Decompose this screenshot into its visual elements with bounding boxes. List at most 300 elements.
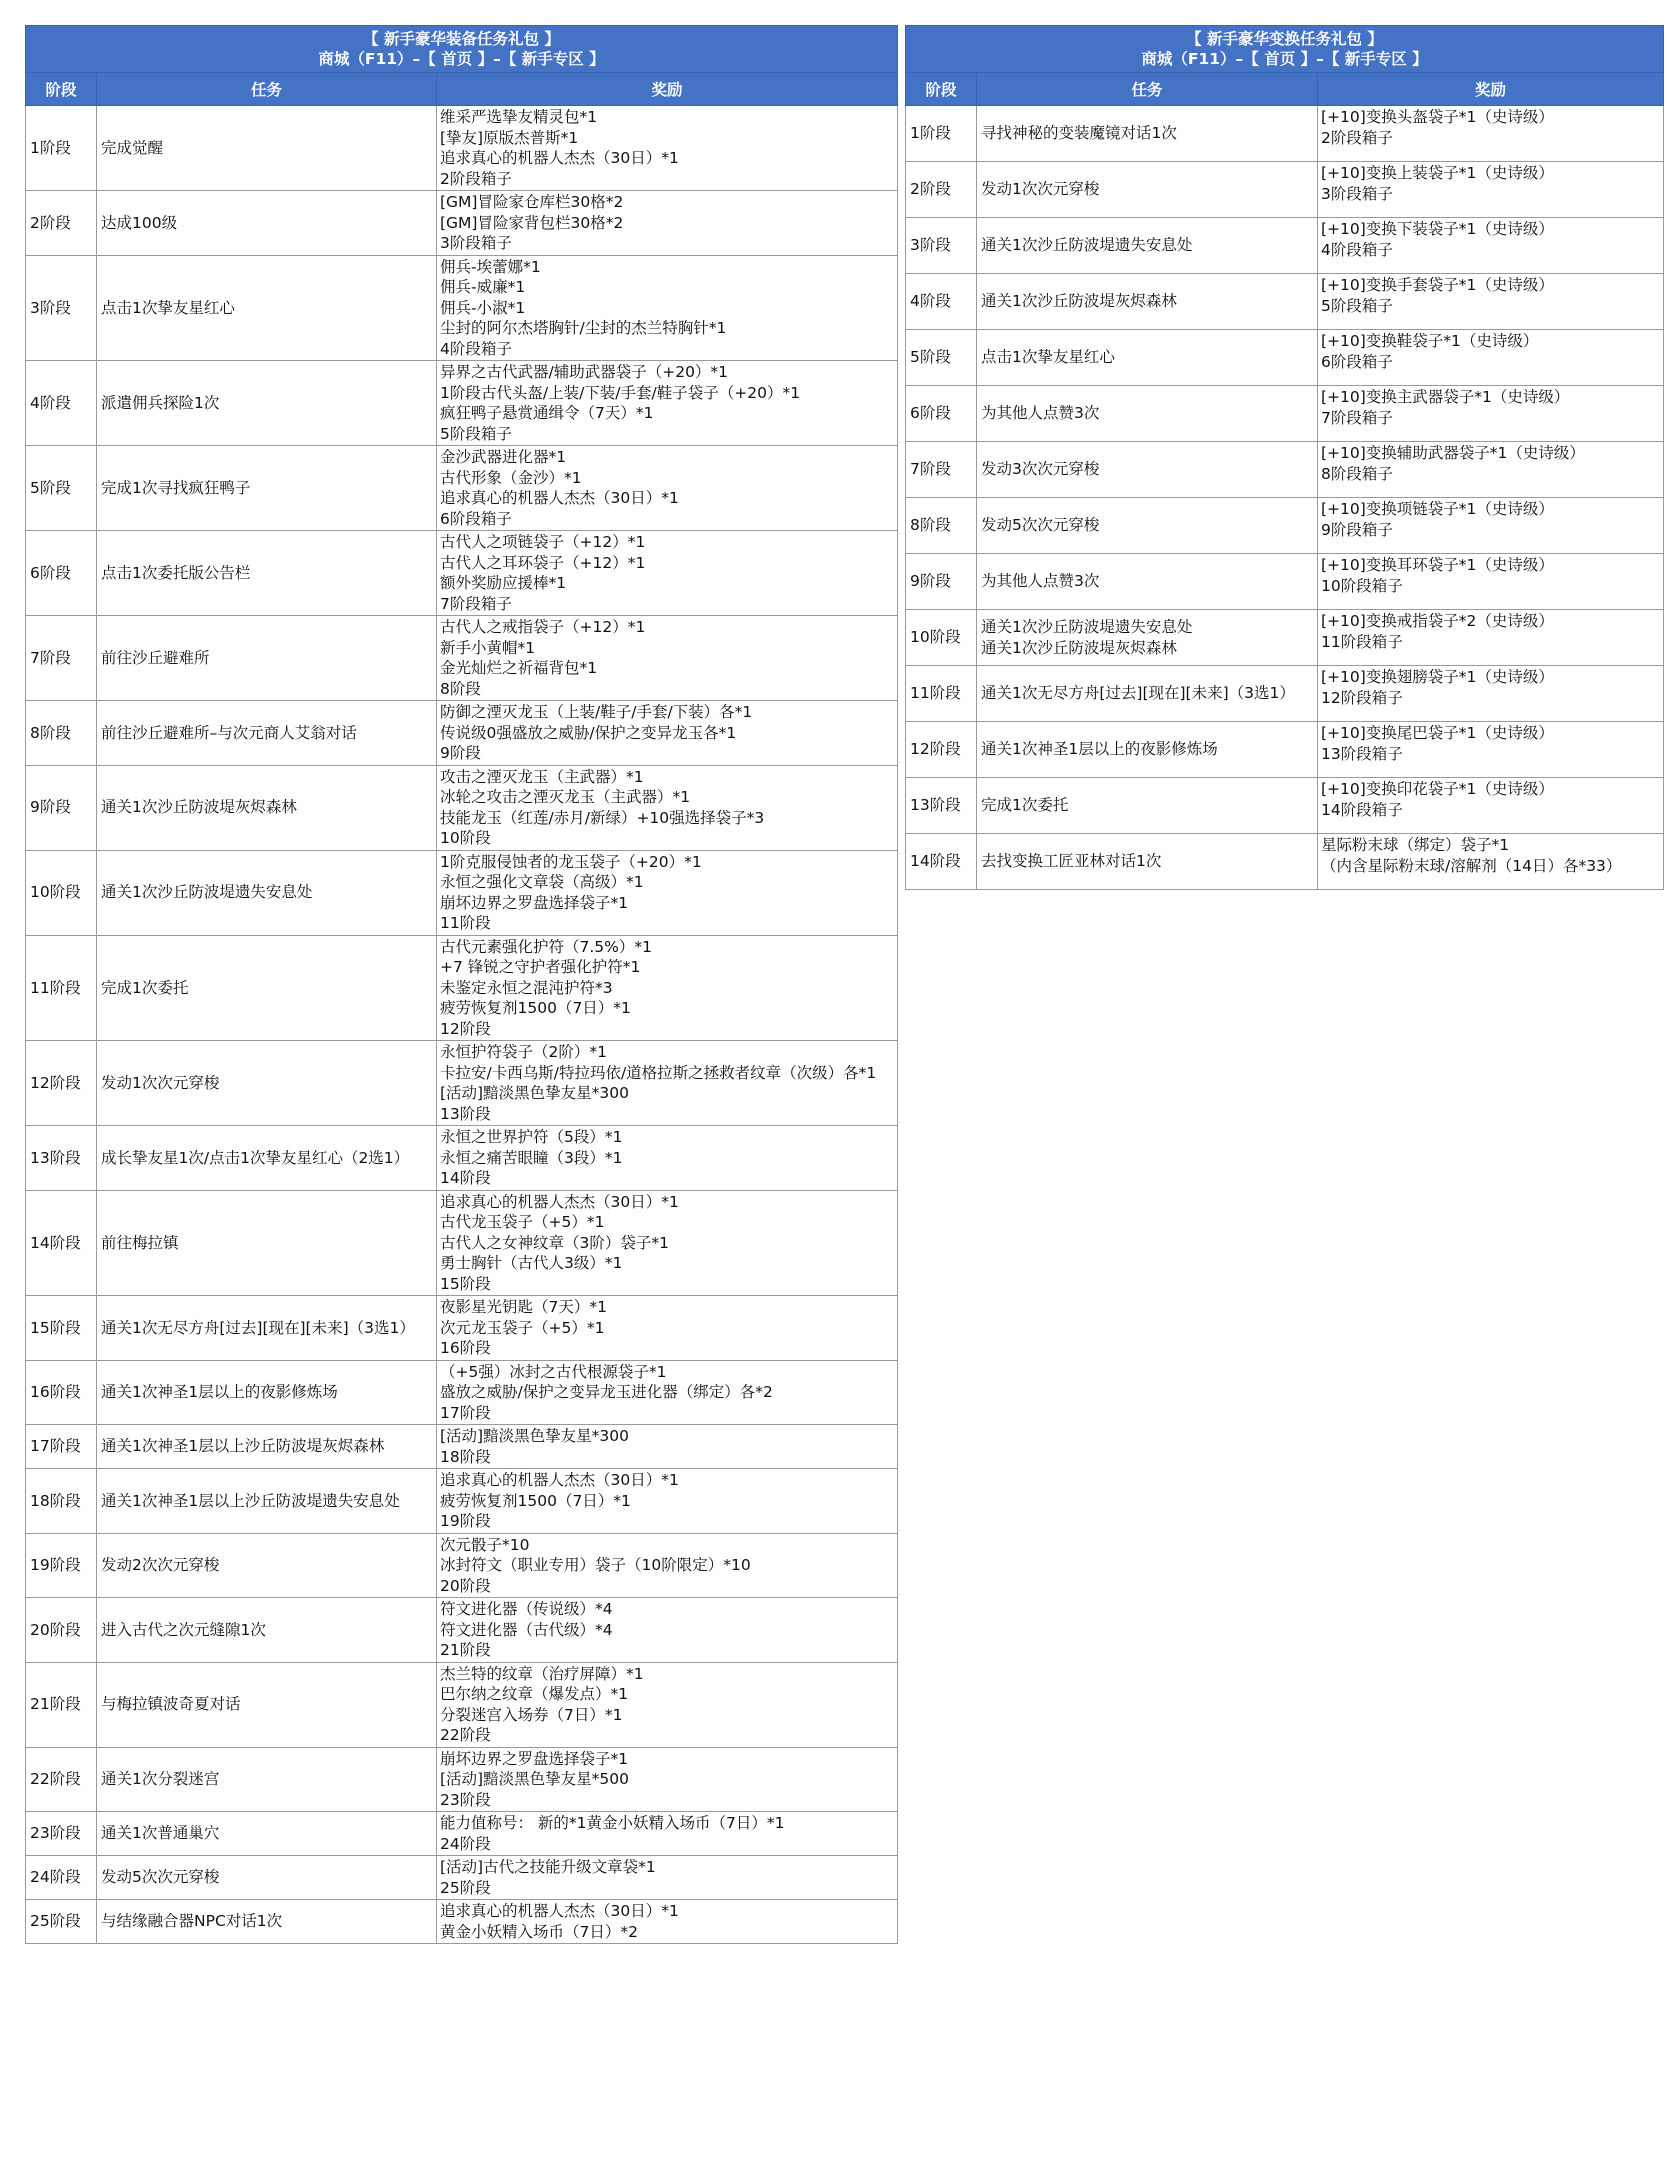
task-cell: 通关1次无尽方舟[过去][现在][未来]（3选1） (97, 1296, 437, 1361)
reward-line: 5阶段箱子 (1321, 296, 1393, 315)
table-row (906, 610, 1664, 666)
reward-line: 永恒之痛苦眼瞳（3段）*1 (440, 1148, 623, 1167)
reward-line: （+5强）冰封之古代根源袋子*1 (440, 1362, 667, 1381)
reward-line: 11阶段 (440, 914, 491, 932)
table-row (26, 1856, 898, 1900)
stage-cell: 16阶段 (26, 1360, 97, 1425)
task-cell (977, 218, 1318, 274)
task-line: 完成1次委托 (981, 796, 1069, 815)
task-cell (977, 834, 1318, 890)
reward-cell (437, 255, 898, 361)
stage-cell: 7阶段 (26, 616, 97, 701)
reward-line: [+10]变换手套袋子*1（史诗级） (1321, 276, 1554, 294)
task-cell: 成长挚友星1次/点击1次挚友星红心（2选1） (97, 1126, 437, 1191)
reward-line: 6阶段箱子 (1321, 352, 1393, 371)
column-header-task: 任务 (977, 73, 1318, 106)
reward-line: 13阶段箱子 (1321, 744, 1403, 763)
reward-cell (1318, 666, 1664, 722)
reward-line: 疲劳恢复剂1500（7日）*1 (440, 1491, 631, 1510)
reward-line: [+10]变换耳环袋子*1（史诗级） (1321, 556, 1554, 574)
reward-line: [+10]变换尾巴袋子*1（史诗级） (1321, 724, 1554, 742)
table-row (906, 330, 1664, 386)
task-line: 通关1次沙丘防波堤遗失安息处 (981, 236, 1193, 255)
reward-cell (1318, 218, 1664, 274)
table-title: 【 新手豪华装备任务礼包 】 (363, 30, 560, 48)
table-row (26, 1598, 898, 1663)
reward-line: 次元龙玉袋子（+5）*1 (440, 1318, 605, 1337)
task-cell: 完成1次寻找疯狂鸭子 (97, 446, 437, 531)
task-line: 发动1次次元穿梭 (981, 180, 1100, 199)
table-row (26, 1662, 898, 1747)
task-line: 通关1次神圣1层以上的夜影修炼场 (981, 740, 1218, 759)
reward-line: 杰兰特的纹章（治疗屏障）*1 (440, 1664, 644, 1683)
reward-cell (437, 106, 898, 191)
task-cell (977, 162, 1318, 218)
task-line: 发动3次次元穿梭 (981, 460, 1100, 479)
table-row (26, 106, 898, 191)
reward-line: （内含星际粉末球/溶解剂（14日）各*33） (1321, 856, 1622, 875)
table-row (26, 1126, 898, 1191)
task-cell: 点击1次挚友星红心 (97, 255, 437, 361)
table-row (906, 442, 1664, 498)
reward-line: 24阶段 (440, 1834, 491, 1853)
reward-line: 额外奖励应援棒*1 (440, 574, 567, 592)
task-cell: 通关1次普通巢穴 (97, 1812, 437, 1856)
reward-cell (1318, 722, 1664, 778)
reward-cell (437, 1041, 898, 1126)
table-row (906, 722, 1664, 778)
reward-line: 18阶段 (440, 1447, 491, 1466)
table-subtitle: 商城（F11）–【 首页 】–【 新手专区 】 (1141, 50, 1428, 68)
task-line: 发动5次次元穿梭 (981, 516, 1100, 535)
reward-line: [活动]黯淡黑色挚友星*500 (440, 1770, 629, 1788)
reward-line: 23阶段 (440, 1790, 491, 1809)
reward-line: [+10]变换主武器袋子*1（史诗级） (1321, 388, 1570, 406)
reward-line: [挚友]原版杰普斯*1 (440, 128, 579, 147)
column-header-stage: 阶段 (26, 73, 97, 106)
reward-line: 能力值称号： 新的*1黄金小妖精入场币（7日）*1 (440, 1814, 785, 1832)
reward-line: 尘封的阿尔杰塔胸针/尘封的杰兰特胸针*1 (440, 319, 727, 337)
reward-cell (437, 1126, 898, 1191)
reward-line: 10阶段箱子 (1321, 576, 1403, 595)
table-row (26, 255, 898, 361)
reward-line: 古代人之耳环袋子（+12）*1 (440, 553, 646, 572)
reward-line: 卡拉安/卡西乌斯/特拉玛依/道格拉斯之拯救者纹章（次级）各*1 (440, 1063, 877, 1082)
table-row (26, 1041, 898, 1126)
table-row (906, 666, 1664, 722)
table-row (906, 162, 1664, 218)
column-header-reward: 奖励 (1318, 73, 1664, 106)
task-cell: 通关1次神圣1层以上的夜影修炼场 (97, 1360, 437, 1425)
reward-cell (437, 935, 898, 1041)
reward-line: [+10]变换翅膀袋子*1（史诗级） (1321, 668, 1554, 686)
reward-line: [GM]冒险家仓库栏30格*2 (440, 193, 624, 211)
table-row (906, 778, 1664, 834)
table-row (26, 765, 898, 850)
reward-line: 古代龙玉袋子（+5）*1 (440, 1213, 605, 1231)
task-cell: 与梅拉镇波奇夏对话 (97, 1662, 437, 1747)
task-cell: 发动1次次元穿梭 (97, 1041, 437, 1126)
reward-cell (1318, 554, 1664, 610)
task-cell: 与结缘融合器NPC对话1次 (97, 1900, 437, 1944)
reward-cell (1318, 610, 1664, 666)
task-cell: 完成觉醒 (97, 106, 437, 191)
stage-cell: 11阶段 (26, 935, 97, 1041)
transform-mission-table (905, 25, 1664, 890)
reward-line: 符文进化器（古代级）*4 (440, 1620, 613, 1639)
reward-line: [+10]变换辅助武器袋子*1（史诗级） (1321, 444, 1585, 462)
reward-cell (437, 1190, 898, 1296)
task-line: 寻找神秘的变装魔镜对话1次 (981, 124, 1177, 143)
task-cell (977, 666, 1318, 722)
task-cell (977, 106, 1318, 162)
reward-line: [+10]变换鞋袋子*1（史诗级） (1321, 332, 1539, 350)
table-row (26, 446, 898, 531)
column-header-stage: 阶段 (906, 73, 977, 106)
reward-cell (1318, 330, 1664, 386)
reward-line: 未鉴定永恒之混沌护符*3 (440, 978, 613, 997)
table-row (26, 616, 898, 701)
reward-line: 16阶段 (440, 1339, 491, 1357)
task-cell: 前往沙丘避难所–与次元商人艾翁对话 (97, 701, 437, 766)
reward-cell (437, 1425, 898, 1469)
reward-line: 2阶段箱子 (440, 169, 512, 188)
table-row (26, 1296, 898, 1361)
reward-line: 佣兵-威廉*1 (440, 278, 526, 296)
task-line: 为其他人点赞3次 (981, 572, 1100, 591)
table-row (26, 1533, 898, 1598)
reward-line: 11阶段箱子 (1321, 632, 1403, 651)
stage-cell: 13阶段 (906, 778, 977, 834)
task-cell: 发动5次次元穿梭 (97, 1856, 437, 1900)
table-row (906, 106, 1664, 162)
reward-line: 7阶段箱子 (1321, 408, 1393, 427)
reward-line: 巴尔纳之纹章（爆发点）*1 (440, 1685, 629, 1703)
table-row (26, 191, 898, 256)
table-subtitle: 商城（F11）–【 首页 】–【 新手专区 】 (318, 50, 605, 68)
reward-cell (1318, 162, 1664, 218)
stage-cell: 3阶段 (906, 218, 977, 274)
reward-line: 14阶段 (440, 1169, 491, 1187)
stage-cell: 25阶段 (26, 1900, 97, 1944)
stage-cell: 8阶段 (26, 701, 97, 766)
table-row (906, 498, 1664, 554)
stage-cell: 22阶段 (26, 1747, 97, 1812)
table-title: 【 新手豪华变换任务礼包 】 (1186, 30, 1383, 48)
reward-cell (437, 1360, 898, 1425)
reward-cell (437, 765, 898, 850)
stage-cell: 6阶段 (906, 386, 977, 442)
task-cell (977, 386, 1318, 442)
reward-cell (437, 1469, 898, 1534)
reward-line: 攻击之湮灭龙玉（主武器）*1 (440, 767, 644, 786)
reward-line: 10阶段 (440, 829, 491, 847)
table-row (26, 850, 898, 935)
stage-cell: 14阶段 (26, 1190, 97, 1296)
reward-line: 古代人之戒指袋子（+12）*1 (440, 618, 646, 636)
stage-cell: 15阶段 (26, 1296, 97, 1361)
stage-cell: 1阶段 (906, 106, 977, 162)
reward-cell (437, 850, 898, 935)
stage-cell: 21阶段 (26, 1662, 97, 1747)
reward-line: 20阶段 (440, 1576, 491, 1595)
reward-line: [活动]黯淡黑色挚友星*300 (440, 1084, 629, 1102)
reward-line: 追求真心的机器人杰杰（30日）*1 (440, 1192, 679, 1211)
stage-cell: 1阶段 (26, 106, 97, 191)
reward-line: 永恒之强化文章袋（高级）*1 (440, 873, 644, 891)
reward-line: 古代人之项链袋子（+12）*1 (440, 533, 646, 551)
stage-cell: 23阶段 (26, 1812, 97, 1856)
reward-cell (437, 1662, 898, 1747)
stage-cell: 24阶段 (26, 1856, 97, 1900)
reward-line: 8阶段箱子 (1321, 464, 1393, 483)
reward-cell (437, 1747, 898, 1812)
reward-cell (437, 1598, 898, 1663)
task-cell (977, 610, 1318, 666)
table-row (26, 1425, 898, 1469)
column-header-task: 任务 (97, 73, 437, 106)
stage-cell: 4阶段 (26, 361, 97, 446)
reward-line: 冰轮之攻击之湮灭龙玉（主武器）*1 (440, 788, 691, 806)
reward-line: [+10]变换头盔袋子*1（史诗级） (1321, 108, 1554, 126)
reward-line: 疲劳恢复剂1500（7日）*1 (440, 999, 631, 1017)
task-cell: 进入古代之次元缝隙1次 (97, 1598, 437, 1663)
equipment-table-body (26, 106, 898, 1944)
task-line: 通关1次沙丘防波堤灰烬森林 (981, 292, 1177, 311)
reward-line: 9阶段 (440, 744, 481, 762)
task-line: 通关1次沙丘防波堤灰烬森林 (981, 638, 1177, 657)
stage-cell: 14阶段 (906, 834, 977, 890)
reward-line: [+10]变换项链袋子*1（史诗级） (1321, 500, 1554, 518)
reward-line: [活动]古代之技能升级文章袋*1 (440, 1858, 656, 1876)
reward-cell (437, 531, 898, 616)
task-cell: 前往沙丘避难所 (97, 616, 437, 701)
task-cell: 前往梅拉镇 (97, 1190, 437, 1296)
reward-line: 8阶段 (440, 679, 481, 698)
reward-line: 12阶段 (440, 1019, 491, 1038)
table-row (26, 701, 898, 766)
task-cell (977, 778, 1318, 834)
table-row (906, 274, 1664, 330)
task-line: 为其他人点赞3次 (981, 404, 1100, 423)
reward-line: 金光灿烂之祈福背包*1 (440, 659, 598, 677)
stage-cell: 3阶段 (26, 255, 97, 361)
table-row (26, 935, 898, 1041)
table-row (26, 1900, 898, 1944)
stage-cell: 5阶段 (906, 330, 977, 386)
reward-line: 冰封符文（职业专用）袋子（10阶限定）*10 (440, 1556, 751, 1574)
task-cell: 派遣佣兵探险1次 (97, 361, 437, 446)
stage-cell: 2阶段 (906, 162, 977, 218)
stage-cell: 13阶段 (26, 1126, 97, 1191)
task-line: 点击1次挚友星红心 (981, 348, 1115, 367)
reward-line: 技能龙玉（红莲/赤月/新绿）+10强选择袋子*3 (440, 808, 765, 827)
stage-cell: 20阶段 (26, 1598, 97, 1663)
stage-cell: 10阶段 (906, 610, 977, 666)
task-cell (977, 330, 1318, 386)
reward-line: 金沙武器进化器*1 (440, 448, 567, 466)
table-row (26, 361, 898, 446)
reward-line: 21阶段 (440, 1641, 491, 1659)
task-cell (977, 274, 1318, 330)
reward-line: 追求真心的机器人杰杰（30日）*1 (440, 149, 679, 167)
reward-line: 疯狂鸭子悬赏通缉令（7天）*1 (440, 404, 654, 422)
reward-line: 防御之湮灭龙玉（上装/鞋子/手套/下装）各*1 (440, 703, 753, 721)
reward-line: 3阶段箱子 (440, 234, 512, 252)
reward-line: 7阶段箱子 (440, 594, 512, 613)
reward-line: 14阶段箱子 (1321, 800, 1403, 819)
task-cell (977, 498, 1318, 554)
task-cell: 发动2次次元穿梭 (97, 1533, 437, 1598)
task-line: 通关1次无尽方舟[过去][现在][未来]（3选1） (981, 684, 1295, 703)
stage-cell: 11阶段 (906, 666, 977, 722)
table-row (906, 386, 1664, 442)
reward-line: 古代形象（金沙）*1 (440, 468, 582, 487)
reward-line: 永恒护符袋子（2阶）*1 (440, 1043, 607, 1061)
table-row (26, 531, 898, 616)
task-cell: 通关1次神圣1层以上沙丘防波堤灰烬森林 (97, 1425, 437, 1469)
stage-cell: 2阶段 (26, 191, 97, 256)
equipment-mission-table (25, 25, 898, 1944)
stage-cell: 18阶段 (26, 1469, 97, 1534)
stage-cell: 8阶段 (906, 498, 977, 554)
reward-line: [+10]变换下装袋子*1（史诗级） (1321, 220, 1554, 238)
reward-cell (437, 616, 898, 701)
task-cell (977, 722, 1318, 778)
table-row (906, 218, 1664, 274)
reward-line: 黄金小妖精入场币（7日）*2 (440, 1922, 638, 1941)
reward-line: 古代元素强化护符（7.5%）*1 (440, 937, 652, 956)
reward-line: 崩坏边界之罗盘选择袋子*1 (440, 893, 629, 912)
task-cell (977, 442, 1318, 498)
task-cell: 通关1次分裂迷宫 (97, 1747, 437, 1812)
reward-line: 崩坏边界之罗盘选择袋子*1 (440, 1749, 629, 1768)
task-cell: 通关1次神圣1层以上沙丘防波堤遗失安息处 (97, 1469, 437, 1534)
task-cell: 通关1次沙丘防波堤灰烬森林 (97, 765, 437, 850)
reward-cell (437, 1812, 898, 1856)
reward-line: 勇士胸针（古代人3级）*1 (440, 1254, 623, 1272)
reward-line: 符文进化器（传说级）*4 (440, 1600, 613, 1618)
reward-line: 分裂迷宫入场券（7日）*1 (440, 1705, 623, 1724)
reward-cell (1318, 778, 1664, 834)
reward-line: 9阶段箱子 (1321, 520, 1393, 539)
task-cell: 达成100级 (97, 191, 437, 256)
reward-line: [GM]冒险家背包栏30格*2 (440, 213, 624, 232)
table-row (26, 1469, 898, 1534)
reward-cell (1318, 442, 1664, 498)
reward-line: 古代人之女神纹章（3阶）袋子*1 (440, 1233, 669, 1252)
transform-table-body (906, 106, 1664, 890)
reward-cell (437, 191, 898, 256)
table-row (26, 1747, 898, 1812)
reward-line: 新手小黄帽*1 (440, 638, 536, 657)
reward-line: [+10]变换印花袋子*1（史诗级） (1321, 780, 1554, 798)
reward-line: 追求真心的机器人杰杰（30日）*1 (440, 1471, 679, 1489)
reward-line: 13阶段 (440, 1104, 491, 1123)
table-row (906, 554, 1664, 610)
reward-line: 追求真心的机器人杰杰（30日）*1 (440, 1902, 679, 1920)
reward-cell (1318, 498, 1664, 554)
reward-line: 盛放之威胁/保护之变异龙玉进化器（绑定）各*2 (440, 1383, 773, 1401)
reward-cell (1318, 834, 1664, 890)
reward-cell (437, 1856, 898, 1900)
stage-cell: 12阶段 (26, 1041, 97, 1126)
reward-cell (437, 1533, 898, 1598)
reward-line: 25阶段 (440, 1878, 491, 1897)
reward-line: 星际粉末球（绑定）袋子*1 (1321, 836, 1510, 854)
reward-line: 追求真心的机器人杰杰（30日）*1 (440, 489, 679, 507)
reward-line: 1阶段古代头盔/上装/下装/手套/鞋子袋子（+20）*1 (440, 383, 801, 402)
stage-cell: 19阶段 (26, 1533, 97, 1598)
reward-line: 次元骰子*10 (440, 1535, 530, 1554)
task-cell: 通关1次沙丘防波堤遗失安息处 (97, 850, 437, 935)
reward-cell (1318, 386, 1664, 442)
task-cell: 完成1次委托 (97, 935, 437, 1041)
table-row (26, 1812, 898, 1856)
table-title-header (906, 26, 1664, 73)
reward-line: 22阶段 (440, 1726, 491, 1744)
column-header-reward: 奖励 (437, 73, 898, 106)
reward-line: 4阶段箱子 (1321, 240, 1393, 259)
reward-line: 4阶段箱子 (440, 339, 512, 358)
reward-line: 5阶段箱子 (440, 424, 512, 443)
reward-line: 1阶克服侵蚀者的龙玉袋子（+20）*1 (440, 852, 702, 871)
reward-line: 17阶段 (440, 1403, 491, 1422)
stage-cell: 17阶段 (26, 1425, 97, 1469)
stage-cell: 6阶段 (26, 531, 97, 616)
reward-cell (1318, 274, 1664, 330)
reward-line: 维采严选挚友精灵包*1 (440, 108, 598, 126)
table-row (26, 1190, 898, 1296)
reward-cell (437, 361, 898, 446)
reward-line: 异界之古代武器/辅助武器袋子（+20）*1 (440, 363, 729, 381)
stage-cell: 9阶段 (906, 554, 977, 610)
stage-cell: 7阶段 (906, 442, 977, 498)
reward-line: 19阶段 (440, 1512, 491, 1530)
reward-cell (437, 1296, 898, 1361)
reward-line: 永恒之世界护符（5段）*1 (440, 1128, 623, 1146)
table-row (26, 1360, 898, 1425)
reward-line: 3阶段箱子 (1321, 184, 1393, 203)
stage-cell: 12阶段 (906, 722, 977, 778)
table-title-header (26, 26, 898, 73)
stage-cell: 9阶段 (26, 765, 97, 850)
reward-line: 佣兵-埃蕾娜*1 (440, 257, 541, 276)
reward-line: 2阶段箱子 (1321, 128, 1393, 147)
reward-cell (1318, 106, 1664, 162)
task-cell: 点击1次委托版公告栏 (97, 531, 437, 616)
reward-line: 佣兵-小淑*1 (440, 298, 526, 317)
reward-line: [+10]变换上装袋子*1（史诗级） (1321, 164, 1554, 182)
reward-cell (437, 701, 898, 766)
reward-cell (437, 1900, 898, 1944)
reward-line: [+10]变换戒指袋子*2（史诗级） (1321, 612, 1554, 630)
reward-line: 12阶段箱子 (1321, 688, 1403, 707)
reward-cell (437, 446, 898, 531)
reward-line: 夜影星光钥匙（7天）*1 (440, 1298, 607, 1316)
table-row (906, 834, 1664, 890)
reward-line: +7 锋锐之守护者强化护符*1 (440, 958, 641, 976)
task-line: 通关1次沙丘防波堤遗失安息处 (981, 618, 1193, 636)
reward-line: [活动]黯淡黑色挚友星*300 (440, 1427, 629, 1445)
stage-cell: 5阶段 (26, 446, 97, 531)
stage-cell: 4阶段 (906, 274, 977, 330)
reward-line: 6阶段箱子 (440, 509, 512, 528)
stage-cell: 10阶段 (26, 850, 97, 935)
task-line: 去找变换工匠亚林对话1次 (981, 852, 1162, 871)
reward-line: 传说级0强盛放之威胁/保护之变异龙玉各*1 (440, 723, 737, 742)
reward-line: 15阶段 (440, 1274, 491, 1293)
